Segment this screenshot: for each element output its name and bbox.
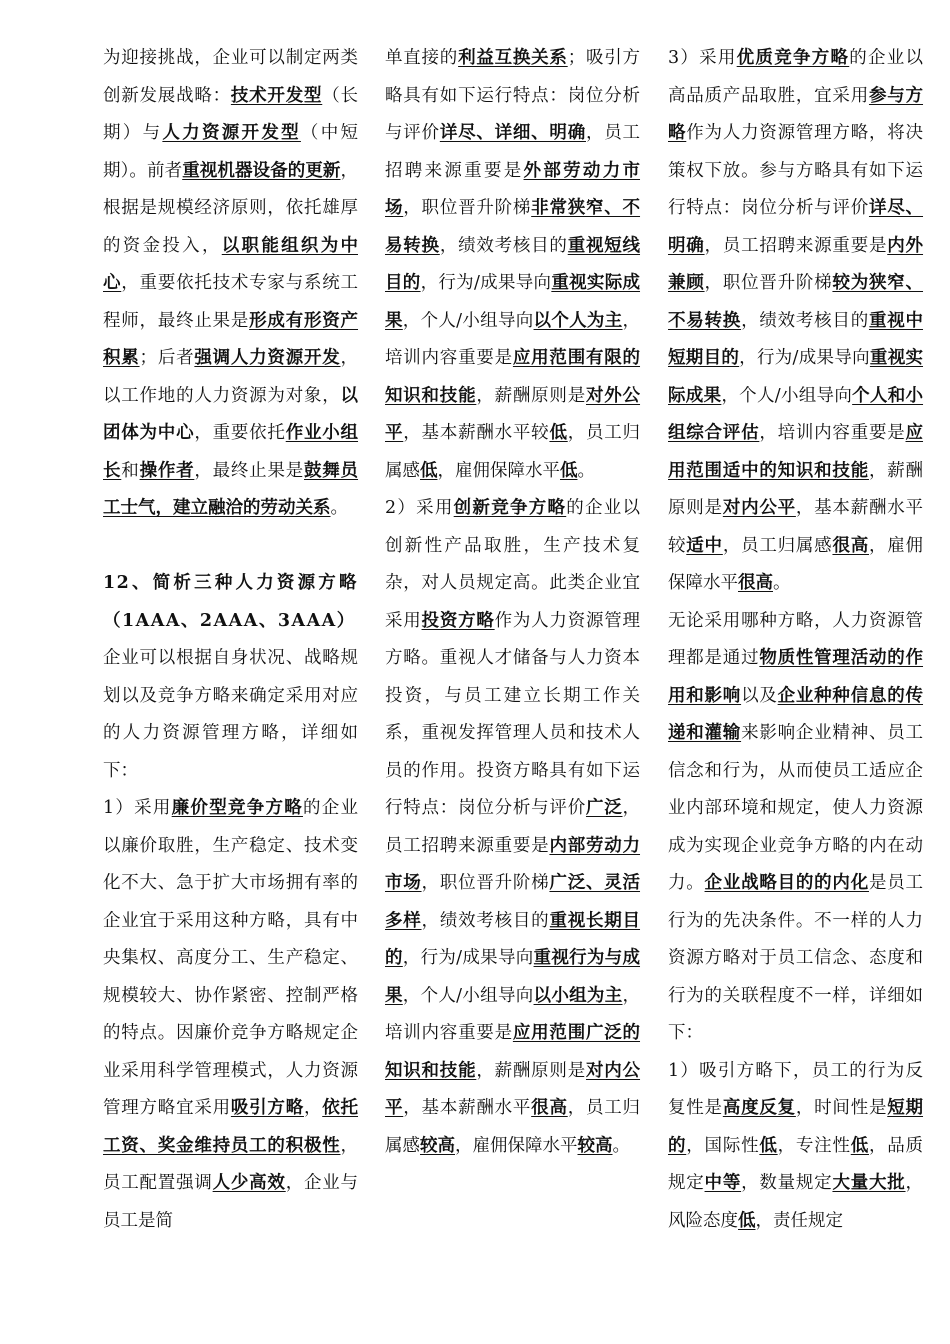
text-run: ，薪酬原则是 bbox=[476, 1060, 586, 1081]
text-run: ，培训内容重要是 bbox=[385, 310, 641, 368]
text-run: 和 bbox=[121, 460, 140, 481]
key-term: 对内公平 bbox=[385, 1060, 641, 1118]
text-run: 企业可以根据自身状况、战略规划以及竞争方略来确定采用对应的人力资源管理方略，详细如下： bbox=[103, 648, 358, 781]
key-term: 利益互换关系 bbox=[458, 48, 568, 68]
text-run: ，职位晋升阶梯 bbox=[704, 273, 833, 293]
key-term: 较高 bbox=[420, 1135, 455, 1156]
text-run: ，数量规定 bbox=[741, 1173, 833, 1193]
text-run: ，薪酬原则是 bbox=[476, 385, 586, 406]
text-run: 单直接的 bbox=[385, 48, 459, 68]
key-term: 以职能组织为中心 bbox=[103, 235, 358, 293]
key-term: 详尽、明确 bbox=[668, 198, 924, 256]
text-run: 的企业以廉价取胜，生产稳定、技术变化不大、急于扩大市场拥有率的企业宜于采用这种方略，具有中央集权、高度分工、生产稳定、规模较大、协作紧密、控制严格的特点。因廉价竞争方略规定企业采用科学管理模式，人力资源管理方略宜采用 bbox=[103, 798, 359, 1118]
text-run: 无论采用哪种方略，人力资源管理都是通过 bbox=[668, 610, 923, 668]
text-run: 的企业以高品质产品取胜，宜采用 bbox=[668, 48, 924, 106]
text-run: ，绩效考核目的 bbox=[421, 910, 550, 931]
text-run: ，时间性是 bbox=[795, 1098, 888, 1118]
text-run: 。 bbox=[330, 498, 348, 518]
text-run: ，行为/成果导向 bbox=[402, 948, 534, 968]
key-term: 适中 bbox=[686, 535, 723, 556]
text-run: ，基本薪酬水平较 bbox=[668, 498, 924, 556]
text-run: ，重要依托 bbox=[194, 423, 286, 443]
key-term: 参与方略 bbox=[668, 85, 924, 143]
paragraph bbox=[668, 603, 923, 1053]
text-run: ，绩效考核目的 bbox=[439, 235, 568, 256]
text-run: ，员工招聘来源重要是 bbox=[385, 798, 641, 856]
key-term: 吸引方略 bbox=[230, 1098, 304, 1118]
text-run: ，个人/小组导向 bbox=[402, 985, 534, 1006]
key-term: 低 bbox=[560, 460, 578, 481]
key-term: 低 bbox=[549, 423, 568, 443]
bold-text: 以团体为中心 bbox=[103, 385, 358, 443]
key-term: 内部劳动力市场 bbox=[385, 835, 641, 893]
key-term: 作业小组长 bbox=[103, 423, 359, 481]
text-run: ，个人/小组导向 bbox=[721, 385, 853, 406]
key-term: 很高 bbox=[832, 535, 869, 556]
text-run: 为迎接挑战，企业可以制定两类创新发展战略： bbox=[103, 48, 358, 106]
text-run: 12、简析三种人力资源方略（1AAA、2AAA、3AAA） bbox=[103, 573, 358, 631]
text-run: 2）采用 bbox=[385, 498, 454, 518]
key-term: 短期的 bbox=[668, 1098, 924, 1156]
key-term: 详尽、详细、明确 bbox=[439, 123, 586, 143]
key-term: 技术开发型 bbox=[230, 85, 323, 106]
text-run: 。 bbox=[773, 573, 791, 593]
paragraph-spacer bbox=[103, 528, 358, 566]
text-run: 是员工行为的先决条件。不一样的人力资源方略对于员工信念、态度和行为的关联程度不一样，详细如下： bbox=[668, 873, 924, 1043]
key-term: 中等 bbox=[704, 1173, 742, 1193]
key-term: 低 bbox=[759, 1135, 778, 1156]
key-term: 低 bbox=[420, 460, 438, 481]
key-term: 鼓舞员工士气，建立融洽的劳动关系 bbox=[103, 460, 359, 518]
text-run: ，基本薪酬水平较 bbox=[403, 423, 550, 443]
text-run: 的企业以创新性产品取胜，生产技术复杂，对人员规定高。此类企业宜采用 bbox=[385, 498, 641, 631]
paragraph bbox=[385, 40, 640, 490]
text-run: ，培训内容重要是 bbox=[385, 985, 641, 1043]
text-run: ，重要依托技术专家与系统工程师，最终止果是 bbox=[103, 273, 359, 331]
key-term: 重视短线目的 bbox=[385, 235, 641, 293]
key-term: 重视实际成果 bbox=[668, 348, 924, 406]
text-run: 。 bbox=[612, 1135, 630, 1156]
key-term: 企业战略目的的内化 bbox=[704, 873, 869, 893]
text-run: ，专注性 bbox=[777, 1135, 851, 1156]
text-run: （长期）与 bbox=[103, 85, 359, 143]
paragraph bbox=[103, 790, 358, 1240]
key-term: 大量大批 bbox=[832, 1173, 906, 1193]
text-run: ，品质规定 bbox=[668, 1135, 924, 1193]
key-term: 很高 bbox=[738, 573, 773, 593]
text-run: ，根据是规模经济原则，依托雄厚的资金投入， bbox=[103, 160, 359, 256]
key-term: 广泛 bbox=[585, 798, 623, 818]
key-term: 操作者 bbox=[139, 460, 195, 481]
key-term: 人少高效 bbox=[212, 1173, 286, 1193]
text-run: ，员工招聘来源重要是 bbox=[704, 235, 888, 256]
text-run: ，最终止果是 bbox=[194, 460, 304, 481]
key-term: 依托工资、奖金维持员工的积极性 bbox=[103, 1098, 359, 1156]
paragraph bbox=[385, 490, 640, 1165]
paragraph bbox=[103, 640, 358, 790]
key-term: 重视行为与成果 bbox=[385, 948, 641, 1006]
text-run: ，个人/小组导向 bbox=[402, 310, 534, 331]
section-heading bbox=[103, 565, 358, 640]
paragraph bbox=[668, 1053, 923, 1241]
key-term: 高度反复 bbox=[722, 1098, 796, 1118]
key-term: 投资方略 bbox=[421, 610, 495, 631]
paragraph bbox=[668, 40, 923, 603]
key-term: 个人和小组综合评估 bbox=[668, 385, 924, 443]
key-term: 低 bbox=[738, 1210, 756, 1231]
text-run: （中短期）。前者 bbox=[103, 123, 359, 181]
text-run: ，雇佣保障水平 bbox=[437, 460, 560, 481]
text-run: 3）采用 bbox=[668, 48, 737, 68]
key-term: 非常狭窄、不易转换 bbox=[385, 198, 641, 256]
key-term: 对外公平 bbox=[385, 385, 641, 443]
text-run: ，行为/成果导向 bbox=[739, 348, 870, 368]
key-term: 较高 bbox=[577, 1135, 613, 1156]
text-run: 以及 bbox=[741, 685, 778, 706]
text-run: ，职位晋升阶梯 bbox=[421, 873, 550, 893]
text-run: ， bbox=[303, 1098, 323, 1118]
key-term: 物质性管理活动的作用和影响 bbox=[668, 648, 924, 706]
paragraph bbox=[103, 40, 358, 528]
text-run: ，行为/成果导向 bbox=[420, 273, 552, 293]
key-term: 人力资源开发型 bbox=[162, 123, 301, 143]
text-run: ，员工归属感 bbox=[385, 423, 641, 481]
key-term: 广泛、灵活多样 bbox=[385, 873, 641, 931]
text-run: ，职位晋升阶梯 bbox=[403, 198, 532, 218]
text-run: 作为人力资源管理方略，将决策权下放。参与方略具有如下运行特点：岗位分析与评价 bbox=[668, 123, 924, 218]
key-term: 重视实际成果 bbox=[385, 273, 641, 331]
text-run: ，培训内容重要是 bbox=[759, 423, 906, 443]
text-run: ，雇佣保障水平 bbox=[455, 1135, 578, 1156]
text-run: ，以工作地的人力资源为对象， bbox=[103, 348, 359, 406]
key-term: 较为狭窄、不易转换 bbox=[668, 273, 924, 331]
key-term: 很高 bbox=[531, 1098, 568, 1118]
key-term: 创新竞争方略 bbox=[453, 498, 567, 518]
key-term: 重视中短期目的 bbox=[668, 310, 924, 368]
key-term: 内外兼顾 bbox=[668, 235, 924, 293]
key-term: 应用范围适中的知识和技能 bbox=[668, 423, 924, 481]
text-run: 。 bbox=[577, 460, 595, 481]
key-term: 应用范围有限的知识和技能 bbox=[385, 348, 641, 406]
key-term: 对内公平 bbox=[722, 498, 796, 518]
key-term: 以个人为主 bbox=[533, 310, 623, 331]
text-run: ，员工招聘来源重要是 bbox=[385, 123, 641, 181]
text-run: ，国际性 bbox=[686, 1135, 760, 1156]
text-run: ，责任规定 bbox=[755, 1210, 843, 1231]
text-run: ，风险态度 bbox=[668, 1173, 924, 1231]
key-term: 外部劳动力市场 bbox=[385, 160, 641, 218]
key-term: 优质竞争方略 bbox=[736, 48, 850, 68]
text-run: ，雇佣保障水平 bbox=[668, 535, 924, 593]
key-term: 强调人力资源开发 bbox=[194, 348, 341, 368]
text-column-3 bbox=[668, 40, 923, 1240]
text-run: 1）采用 bbox=[103, 798, 172, 818]
text-run: ，员工归属感 bbox=[385, 1098, 641, 1156]
text-run: 来影响企业精神、员工信念和行为，从而使员工适应企业内部环境和规定，使人力资源成为实现企业竞争方略的内在动力。 bbox=[668, 723, 924, 893]
key-term: 重视机器设备的更新 bbox=[182, 160, 341, 181]
key-term: 廉价型竞争方略 bbox=[171, 798, 303, 818]
text-run: ，薪酬原则是 bbox=[668, 460, 924, 518]
text-run: ，基本薪酬水平 bbox=[403, 1098, 532, 1118]
key-term: 以小组为主 bbox=[533, 985, 623, 1006]
key-term: 企业种种信息的传递和灌输 bbox=[668, 685, 924, 743]
text-run: 1）吸引方略下，员工的行为反复性是 bbox=[668, 1060, 923, 1118]
text-run: ，员工归属感 bbox=[722, 535, 833, 556]
text-run: ；后者 bbox=[139, 348, 195, 368]
text-run: ，绩效考核目的 bbox=[741, 310, 869, 331]
text-run: ；吸引方略具有如下运行特点：岗位分析与评价 bbox=[385, 48, 641, 143]
key-term: 应用范围广泛的知识和技能 bbox=[385, 1023, 641, 1081]
key-term: 形成有形资产积累 bbox=[103, 310, 359, 368]
text-run: ，企业与员工是简 bbox=[103, 1173, 359, 1231]
text-run: ，员工配置强调 bbox=[103, 1135, 358, 1193]
text-run: 作为人力资源管理方略。重视人才储备与人力资本投资，与员工建立长期工作关系，重视发挥管理人员和技术人员的作用。投资方略具有如下运行特点：岗位分析与评价 bbox=[385, 610, 641, 818]
key-term: 低 bbox=[850, 1135, 869, 1156]
key-term: 重视长期目的 bbox=[385, 910, 641, 968]
text-column-1 bbox=[103, 40, 358, 1240]
text-column-2 bbox=[385, 40, 640, 1165]
